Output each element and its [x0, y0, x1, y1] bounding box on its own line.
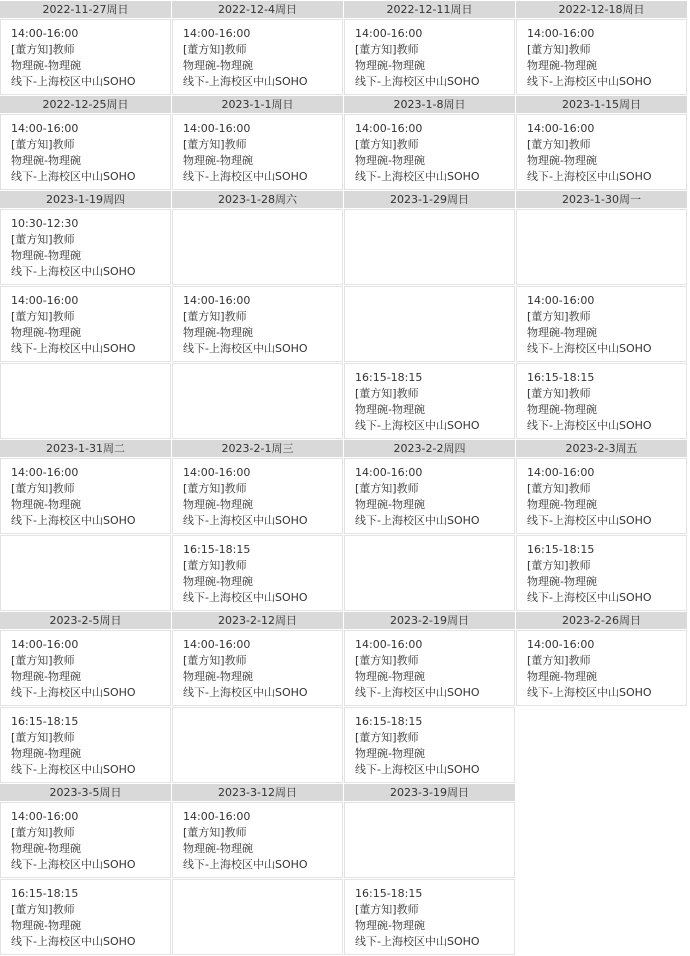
lesson-time: 16:15-18:15: [11, 715, 79, 728]
lesson-time: 14:00-16:00: [355, 638, 423, 651]
lesson-location: 线下-上海校区中山SOHO: [527, 75, 652, 88]
lesson-course: 物理碗-物理碗: [527, 154, 597, 167]
date-header: 2023-2-26周日: [516, 612, 687, 629]
lesson-location: 线下-上海校区中山SOHO: [527, 419, 652, 432]
lesson-location: 线下-上海校区中山SOHO: [11, 686, 136, 699]
lesson-teacher: [董方知]教师: [183, 482, 247, 495]
lesson-time: 14:00-16:00: [183, 27, 251, 40]
lesson-teacher: [董方知]教师: [11, 138, 75, 151]
lesson-time: 14:00-16:00: [355, 122, 423, 135]
lesson-cell[interactable]: [0, 879, 171, 955]
lesson-location: 线下-上海校区中山SOHO: [11, 858, 136, 871]
lesson-course: 物理碗-物理碗: [355, 919, 425, 932]
lesson-location: 线下-上海校区中山SOHO: [355, 419, 480, 432]
lesson-teacher: [董方知]教师: [355, 731, 419, 744]
lesson-location: 线下-上海校区中山SOHO: [355, 686, 480, 699]
lesson-cell[interactable]: [344, 630, 515, 706]
lesson-time: 14:00-16:00: [11, 638, 79, 651]
lesson-location: 线下-上海校区中山SOHO: [11, 75, 136, 88]
date-header: 2023-3-12周日: [172, 784, 343, 801]
date-header: 2023-1-29周日: [344, 191, 515, 208]
date-header: 2023-3-19周日: [344, 784, 515, 801]
lesson-course: 物理碗-物理碗: [11, 747, 81, 760]
date-header: 2022-12-4周日: [172, 1, 343, 18]
date-header: 2023-1-19周四: [0, 191, 171, 208]
lesson-time: 14:00-16:00: [183, 466, 251, 479]
empty-cell: [172, 707, 343, 783]
lesson-teacher: [董方知]教师: [11, 654, 75, 667]
lesson-teacher: [董方知]教师: [183, 559, 247, 572]
lesson-teacher: [董方知]教师: [11, 903, 75, 916]
lesson-teacher: [董方知]教师: [11, 233, 75, 246]
lesson-teacher: [董方知]教师: [355, 654, 419, 667]
lesson-time: 14:00-16:00: [527, 122, 595, 135]
lesson-cell[interactable]: [516, 286, 687, 362]
empty-cell: [172, 209, 343, 285]
date-header: 2023-1-31周二: [0, 440, 171, 457]
lesson-cell[interactable]: [0, 19, 171, 95]
lesson-cell[interactable]: [516, 114, 687, 190]
lesson-cell[interactable]: [0, 458, 171, 534]
lesson-teacher: [董方知]教师: [527, 482, 591, 495]
lesson-location: 线下-上海校区中山SOHO: [355, 935, 480, 948]
empty-cell: [344, 535, 515, 611]
lesson-cell[interactable]: [344, 19, 515, 95]
lesson-time: 14:00-16:00: [183, 294, 251, 307]
lesson-cell[interactable]: [0, 802, 171, 878]
lesson-course: 物理碗-物理碗: [183, 154, 253, 167]
lesson-location: 线下-上海校区中山SOHO: [355, 514, 480, 527]
lesson-time: 14:00-16:00: [183, 810, 251, 823]
lesson-teacher: [董方知]教师: [527, 43, 591, 56]
lesson-course: 物理碗-物理碗: [183, 575, 253, 588]
lesson-course: 物理碗-物理碗: [11, 919, 81, 932]
lesson-time: 14:00-16:00: [183, 122, 251, 135]
lesson-time: 14:00-16:00: [11, 466, 79, 479]
lesson-cell[interactable]: [344, 707, 515, 783]
empty-cell: [172, 363, 343, 439]
lesson-course: 物理碗-物理碗: [355, 154, 425, 167]
lesson-time: 16:15-18:15: [355, 887, 423, 900]
lesson-location: 线下-上海校区中山SOHO: [183, 686, 308, 699]
lesson-location: 线下-上海校区中山SOHO: [527, 514, 652, 527]
lesson-course: 物理碗-物理碗: [183, 842, 253, 855]
date-header: 2023-1-15周日: [516, 96, 687, 113]
lesson-course: 物理碗-物理碗: [11, 670, 81, 683]
lesson-cell[interactable]: [516, 458, 687, 534]
lesson-time: 14:00-16:00: [355, 466, 423, 479]
lesson-time: 16:15-18:15: [183, 543, 251, 556]
lesson-cell[interactable]: [0, 630, 171, 706]
date-header: 2022-12-11周日: [344, 1, 515, 18]
lesson-time: 14:00-16:00: [355, 27, 423, 40]
lesson-location: 线下-上海校区中山SOHO: [183, 75, 308, 88]
lesson-location: 线下-上海校区中山SOHO: [11, 514, 136, 527]
lesson-teacher: [董方知]教师: [183, 654, 247, 667]
lesson-time: 14:00-16:00: [11, 27, 79, 40]
empty-cell: [344, 802, 515, 878]
date-header: 2023-1-28周六: [172, 191, 343, 208]
lesson-location: 线下-上海校区中山SOHO: [11, 342, 136, 355]
lesson-teacher: [董方知]教师: [11, 826, 75, 839]
lesson-cell[interactable]: [516, 630, 687, 706]
lesson-course: 物理碗-物理碗: [11, 842, 81, 855]
lesson-time: 14:00-16:00: [11, 810, 79, 823]
lesson-course: 物理碗-物理碗: [355, 403, 425, 416]
lesson-time: 14:00-16:00: [527, 27, 595, 40]
lesson-location: 线下-上海校区中山SOHO: [355, 170, 480, 183]
lesson-location: 线下-上海校区中山SOHO: [527, 170, 652, 183]
lesson-course: 物理碗-物理碗: [11, 326, 81, 339]
lesson-time: 16:15-18:15: [355, 715, 423, 728]
lesson-course: 物理碗-物理碗: [11, 154, 81, 167]
lesson-time: 16:15-18:15: [11, 887, 79, 900]
lesson-location: 线下-上海校区中山SOHO: [11, 763, 136, 776]
lesson-location: 线下-上海校区中山SOHO: [183, 342, 308, 355]
lesson-cell[interactable]: [172, 286, 343, 362]
lesson-time: 14:00-16:00: [527, 294, 595, 307]
date-header: 2023-2-5周日: [0, 612, 171, 629]
lesson-course: 物理碗-物理碗: [11, 498, 81, 511]
lesson-course: 物理碗-物理碗: [183, 498, 253, 511]
lesson-course: 物理碗-物理碗: [11, 249, 81, 262]
lesson-cell[interactable]: [0, 286, 171, 362]
lesson-teacher: [董方知]教师: [355, 387, 419, 400]
lesson-time: 14:00-16:00: [11, 122, 79, 135]
lesson-location: 线下-上海校区中山SOHO: [11, 170, 136, 183]
lesson-teacher: [董方知]教师: [183, 310, 247, 323]
lesson-cell[interactable]: [172, 19, 343, 95]
empty-cell: [516, 209, 687, 285]
lesson-teacher: [董方知]教师: [183, 138, 247, 151]
lesson-teacher: [董方知]教师: [527, 654, 591, 667]
lesson-cell[interactable]: [516, 535, 687, 611]
lesson-course: 物理碗-物理碗: [527, 670, 597, 683]
lesson-course: 物理碗-物理碗: [527, 59, 597, 72]
date-header: 2023-3-5周日: [0, 784, 171, 801]
lesson-time: 16:15-18:15: [355, 371, 423, 384]
date-header: 2023-2-19周日: [344, 612, 515, 629]
lesson-time: 14:00-16:00: [11, 294, 79, 307]
lesson-teacher: [董方知]教师: [183, 43, 247, 56]
lesson-cell[interactable]: [172, 802, 343, 878]
lesson-location: 线下-上海校区中山SOHO: [183, 170, 308, 183]
lesson-location: 线下-上海校区中山SOHO: [11, 935, 136, 948]
lesson-teacher: [董方知]教师: [527, 138, 591, 151]
lesson-course: 物理碗-物理碗: [527, 326, 597, 339]
lesson-course: 物理碗-物理碗: [183, 59, 253, 72]
lesson-teacher: [董方知]教师: [183, 826, 247, 839]
lesson-cell[interactable]: [344, 458, 515, 534]
lesson-cell[interactable]: [172, 114, 343, 190]
lesson-location: 线下-上海校区中山SOHO: [527, 686, 652, 699]
lesson-teacher: [董方知]教师: [11, 43, 75, 56]
date-header: 2022-11-27周日: [0, 1, 171, 18]
lesson-cell[interactable]: [0, 114, 171, 190]
lesson-course: 物理碗-物理碗: [527, 403, 597, 416]
lesson-location: 线下-上海校区中山SOHO: [355, 75, 480, 88]
date-header: 2022-12-18周日: [516, 1, 687, 18]
lesson-course: 物理碗-物理碗: [355, 670, 425, 683]
date-header: 2022-12-25周日: [0, 96, 171, 113]
lesson-course: 物理碗-物理碗: [183, 326, 253, 339]
empty-cell: [172, 879, 343, 955]
lesson-teacher: [董方知]教师: [11, 482, 75, 495]
lesson-cell[interactable]: [516, 363, 687, 439]
lesson-course: 物理碗-物理碗: [527, 498, 597, 511]
lesson-course: 物理碗-物理碗: [527, 575, 597, 588]
lesson-location: 线下-上海校区中山SOHO: [183, 591, 308, 604]
lesson-cell[interactable]: [172, 535, 343, 611]
lesson-teacher: [董方知]教师: [355, 43, 419, 56]
lesson-location: 线下-上海校区中山SOHO: [527, 591, 652, 604]
lesson-course: 物理碗-物理碗: [183, 670, 253, 683]
lesson-course: 物理碗-物理碗: [11, 59, 81, 72]
lesson-location: 线下-上海校区中山SOHO: [11, 265, 136, 278]
date-header: 2023-1-1周日: [172, 96, 343, 113]
date-header: 2023-1-8周日: [344, 96, 515, 113]
lesson-cell[interactable]: [172, 630, 343, 706]
lesson-location: 线下-上海校区中山SOHO: [527, 342, 652, 355]
lesson-time: 14:00-16:00: [183, 638, 251, 651]
lesson-teacher: [董方知]教师: [527, 310, 591, 323]
empty-cell: [344, 286, 515, 362]
empty-cell: [0, 535, 171, 611]
lesson-cell[interactable]: [344, 114, 515, 190]
date-header: 2023-2-2周四: [344, 440, 515, 457]
lesson-time: 16:15-18:15: [527, 543, 595, 556]
lesson-cell[interactable]: [344, 879, 515, 955]
lesson-course: 物理碗-物理碗: [355, 498, 425, 511]
lesson-teacher: [董方知]教师: [355, 482, 419, 495]
lesson-cell[interactable]: [0, 707, 171, 783]
date-header: 2023-2-12周日: [172, 612, 343, 629]
lesson-time: 10:30-12:30: [11, 217, 79, 230]
empty-cell: [0, 363, 171, 439]
date-header: 2023-2-1周三: [172, 440, 343, 457]
lesson-location: 线下-上海校区中山SOHO: [183, 514, 308, 527]
lesson-location: 线下-上海校区中山SOHO: [183, 858, 308, 871]
lesson-teacher: [董方知]教师: [355, 138, 419, 151]
lesson-course: 物理碗-物理碗: [355, 747, 425, 760]
lesson-teacher: [董方知]教师: [355, 903, 419, 916]
lesson-teacher: [董方知]教师: [527, 559, 591, 572]
date-header: 2023-1-30周一: [516, 191, 687, 208]
lesson-cell[interactable]: [344, 363, 515, 439]
lesson-time: 16:15-18:15: [527, 371, 595, 384]
empty-cell: [344, 209, 515, 285]
lesson-course: 物理碗-物理碗: [355, 59, 425, 72]
date-header: 2023-2-3周五: [516, 440, 687, 457]
lesson-time: 14:00-16:00: [527, 638, 595, 651]
lesson-cell[interactable]: [516, 19, 687, 95]
lesson-teacher: [董方知]教师: [527, 387, 591, 400]
lesson-cell[interactable]: [172, 458, 343, 534]
lesson-teacher: [董方知]教师: [11, 310, 75, 323]
lesson-location: 线下-上海校区中山SOHO: [355, 763, 480, 776]
lesson-cell[interactable]: [0, 209, 171, 285]
lesson-time: 14:00-16:00: [527, 466, 595, 479]
lesson-teacher: [董方知]教师: [11, 731, 75, 744]
